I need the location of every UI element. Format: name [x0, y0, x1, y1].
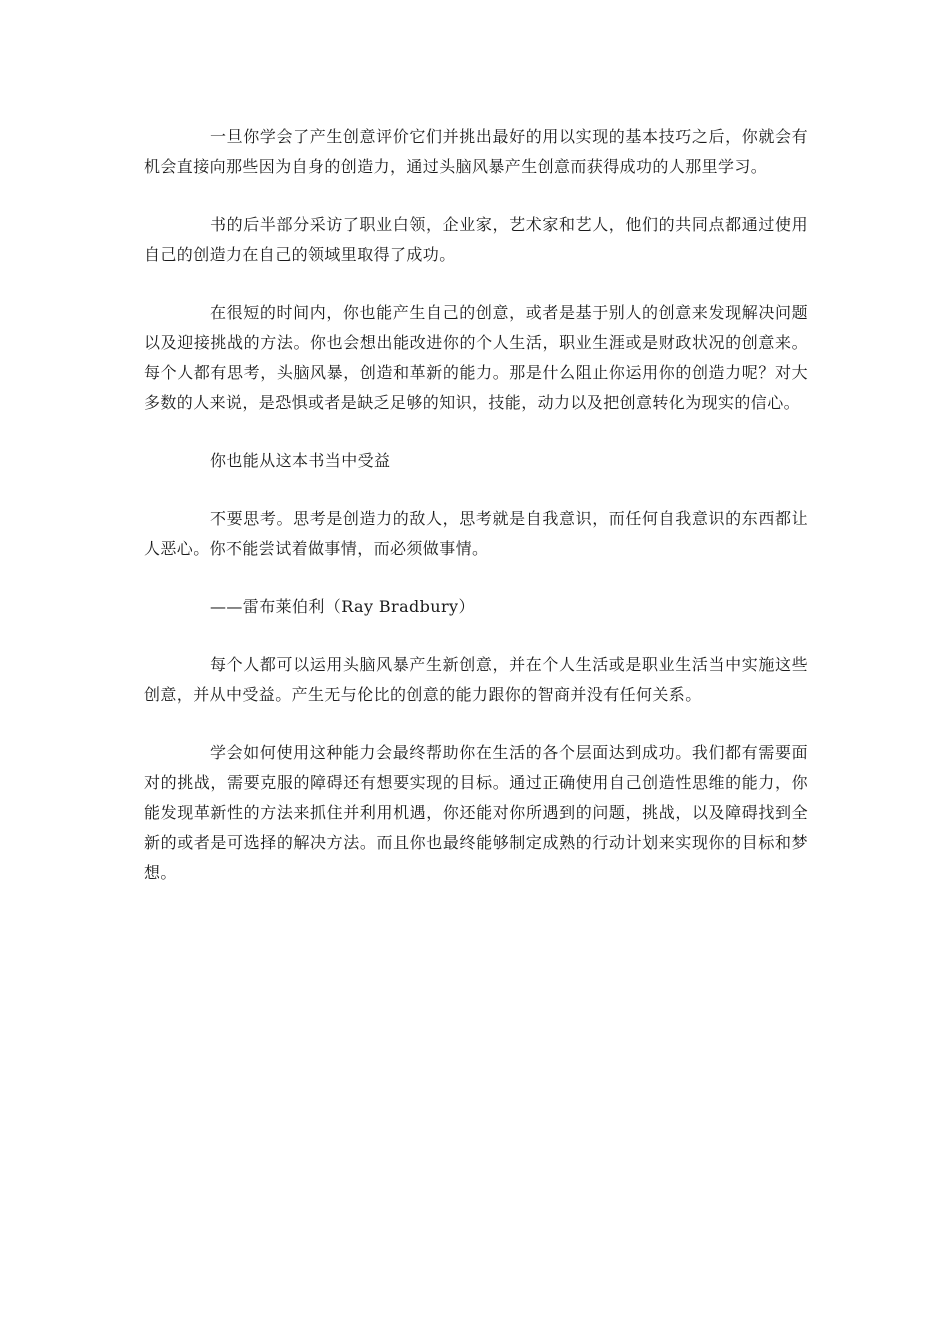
paragraph: 在很短的时间内，你也能产生自己的创意，或者是基于别人的创意来发现解决问题以及迎接挑战的方法。你也会想出能改进你的个人生活，职业生涯或是财政状况的创意来。每个人都有思考，头脑风暴，创造和革新的能力。那是什么阻止你运用你的创造力呢？对大多数的人来说，是恐惧或者是缺乏足够的知识，技能，动力以及把创意转化为现实的信心。 [144, 303, 808, 412]
paragraph: 每个人都可以运用头脑风暴产生新创意，并在个人生活或是职业生活当中实施这些创意，并从中受益。产生无与伦比的创意的能力跟你的智商并没有任何关系。 [144, 655, 808, 704]
quote-attribution: ——雷布莱伯利（Ray Bradbury） [210, 597, 475, 616]
paragraph: 学会如何使用这种能力会最终帮助你在生活的各个层面达到成功。我们都有需要面对的挑战，需要克服的障碍还有想要实现的目标。通过正确使用自己创造性思维的能力，你能发现革新性的方法来抓住并利用机遇，你还能对你所遇到的问题，挑战，以及障碍找到全新的或者是可选择的解决方法。而且你也最终能够制定成熟的行动计划来实现你的目标和梦想。 [144, 743, 808, 882]
paragraph: 一旦你学会了产生创意评价它们并挑出最好的用以实现的基本技巧之后，你就会有机会直接向那些因为自身的创造力，通过头脑风暴产生创意而获得成功的人那里学习。 [144, 127, 808, 176]
document-body [144, 122, 808, 916]
paragraph: 书的后半部分采访了职业白领，企业家，艺术家和艺人，他们的共同点都通过使用自己的创造力在自己的领域里取得了成功。 [144, 215, 808, 264]
quote-paragraph: 不要思考。思考是创造力的敌人，思考就是自我意识，而任何自我意识的东西都让人恶心。你不能尝试着做事情，而必须做事情。 [144, 509, 808, 558]
section-heading: 你也能从这本书当中受益 [210, 451, 391, 470]
